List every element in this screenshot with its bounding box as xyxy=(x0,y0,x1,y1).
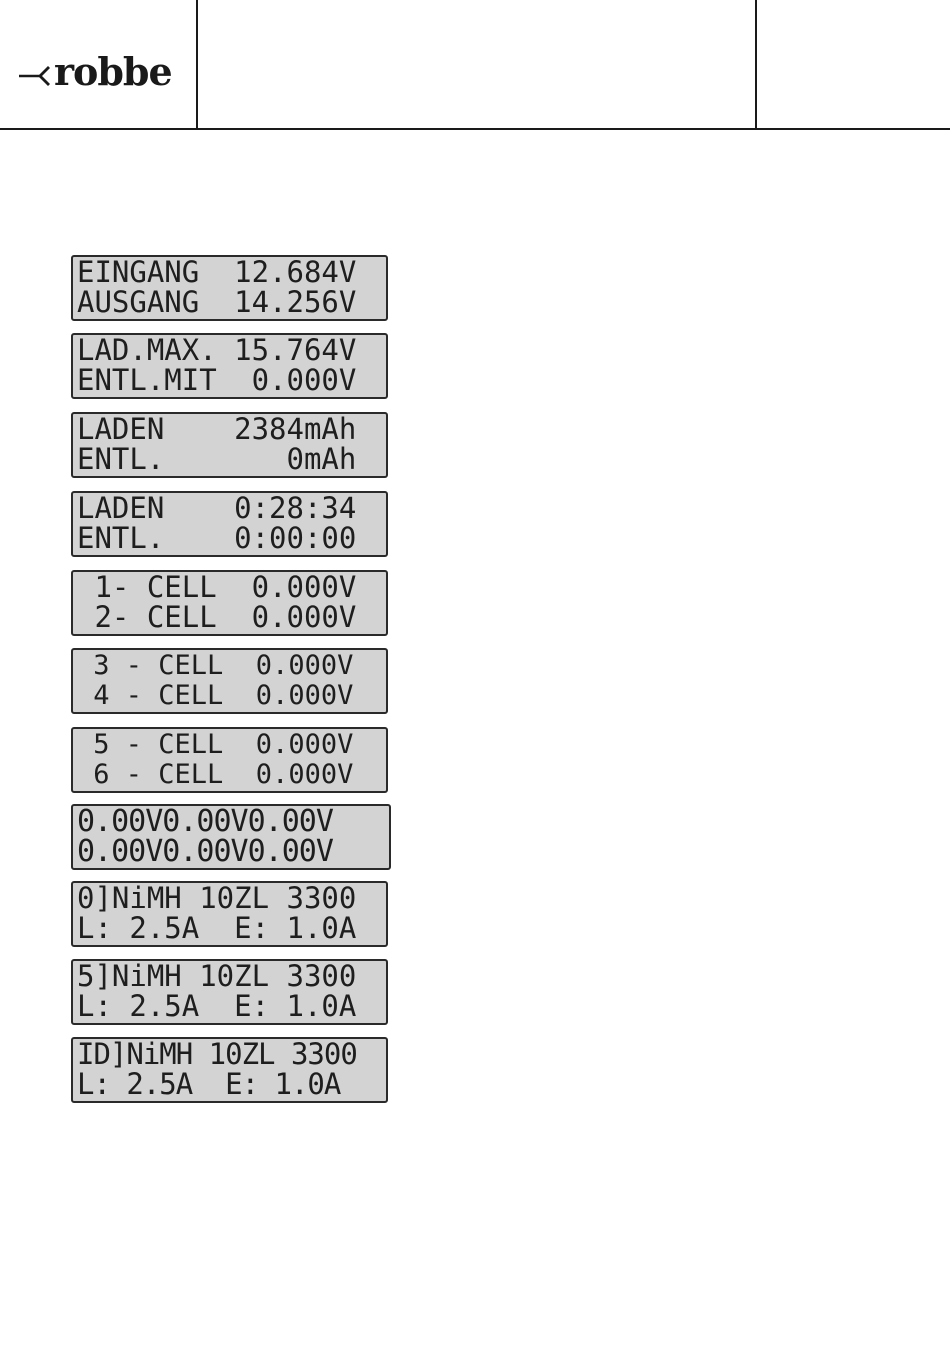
lcd-line-2: ENTL.MIT 0.000V xyxy=(77,363,357,397)
lcd-line-2: L: 2.5A E: 1.0A xyxy=(77,1067,341,1101)
lcd-line-2: L: 2.5A E: 1.0A xyxy=(77,911,357,945)
lcd-display-cells-3-4 xyxy=(71,648,388,714)
lcd-line-1: EINGANG 12.684V xyxy=(77,255,357,289)
lcd-display-voltage-io xyxy=(71,255,388,321)
lcd-line-2: ENTL. 0mAh xyxy=(77,442,357,476)
logo-text: robbe xyxy=(54,49,172,94)
lcd-line-1: 0.00V0.00V0.00V xyxy=(77,804,333,839)
header-divider-right xyxy=(755,0,757,128)
lcd-display-max-voltage xyxy=(71,333,388,399)
lcd-display-program-0 xyxy=(71,881,388,947)
lcd-line-1: 3 - CELL 0.000V xyxy=(77,650,354,681)
lcd-line-1: LADEN 2384mAh xyxy=(77,412,357,446)
lcd-line-2: 2- CELL 0.000V xyxy=(77,600,357,634)
robbe-logo xyxy=(18,50,172,98)
lcd-line-1: 1- CELL 0.000V xyxy=(77,570,357,604)
lcd-line-1: 5 - CELL 0.000V xyxy=(77,729,354,760)
lcd-display-program-id xyxy=(71,1037,388,1103)
lcd-display-time xyxy=(71,491,388,557)
lcd-line-2: L: 2.5A E: 1.0A xyxy=(77,989,357,1023)
lcd-display-capacity xyxy=(71,412,388,478)
lcd-display-program-5 xyxy=(71,959,388,1025)
lcd-line-1: 5]NiMH 10ZL 3300 xyxy=(77,959,357,993)
lcd-line-2: 0.00V0.00V0.00V xyxy=(77,834,333,869)
lcd-display-cell-voltages xyxy=(71,804,391,870)
lcd-line-1: 0]NiMH 10ZL 3300 xyxy=(77,881,357,915)
lcd-line-2: AUSGANG 14.256V xyxy=(77,285,357,319)
lcd-line-2: ENTL. 0:00:00 xyxy=(77,521,357,555)
propeller-icon xyxy=(18,59,52,89)
page-header xyxy=(0,0,950,130)
lcd-line-1: LAD.MAX. 15.764V xyxy=(77,333,357,367)
lcd-line-1: LADEN 0:28:34 xyxy=(77,491,357,525)
lcd-line-2: 6 - CELL 0.000V xyxy=(77,759,354,790)
lcd-line-1: ID]NiMH 10ZL 3300 xyxy=(77,1037,357,1071)
header-divider-left xyxy=(196,0,198,128)
lcd-display-cells-1-2 xyxy=(71,570,388,636)
lcd-display-cells-5-6 xyxy=(71,727,388,793)
lcd-line-2: 4 - CELL 0.000V xyxy=(77,680,354,711)
